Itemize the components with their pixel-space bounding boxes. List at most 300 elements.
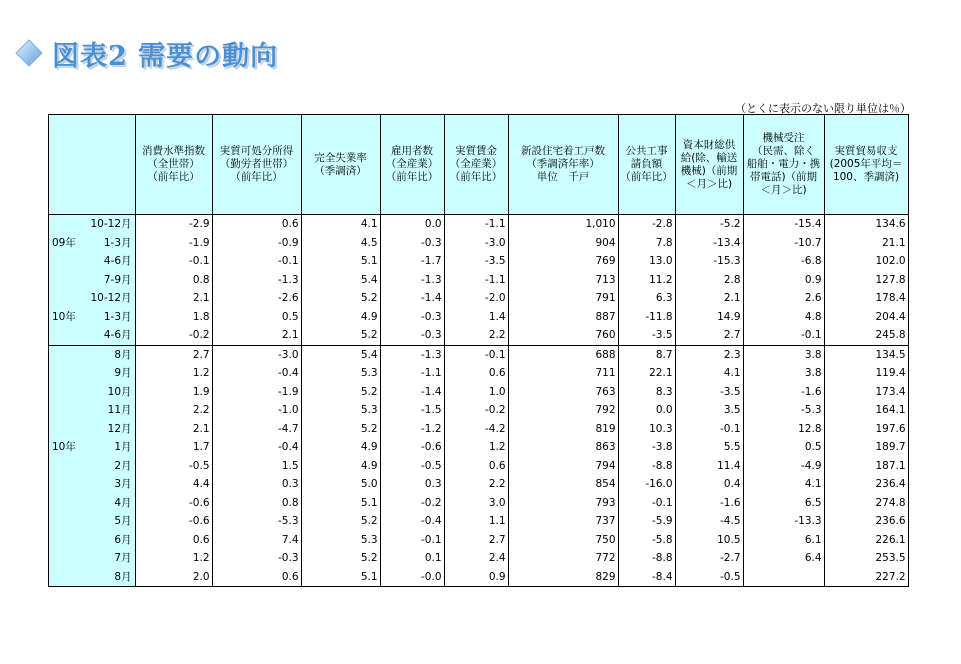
table-cell: 3.0	[444, 494, 508, 513]
table-cell: -0.1	[444, 345, 508, 364]
table-cell: 887	[508, 308, 618, 327]
table-cell: -1.1	[444, 215, 508, 234]
table-cell: 1.7	[135, 438, 212, 457]
row-period-label: 8月	[89, 345, 136, 364]
row-year-label	[49, 457, 89, 476]
table-cell: -1.4	[380, 383, 444, 402]
table-cell: 791	[508, 289, 618, 308]
row-period-label: 4-6月	[89, 252, 136, 271]
table-cell: 854	[508, 475, 618, 494]
column-header-line: （全世帯）	[147, 158, 200, 170]
table-cell: 2.8	[675, 271, 743, 290]
table-cell: 4.1	[743, 475, 824, 494]
table-cell: 792	[508, 401, 618, 420]
row-period-label: 2月	[89, 457, 136, 476]
column-header	[380, 115, 444, 215]
column-header-line: (2005年平均＝	[829, 158, 903, 170]
table-cell: -4.9	[743, 457, 824, 476]
table-cell: -0.1	[675, 420, 743, 439]
table-cell: -1.1	[380, 364, 444, 383]
table-cell: 2.7	[135, 345, 212, 364]
table-cell: 7.8	[618, 234, 675, 253]
table-cell: 0.9	[444, 568, 508, 587]
page-title: 図表2 需要の動向	[52, 40, 279, 72]
table-cell: -0.5	[675, 568, 743, 587]
row-year-label: 10年	[49, 438, 89, 457]
column-header-line: 完全失業率	[314, 151, 367, 164]
table-cell: 6.1	[743, 531, 824, 550]
table-cell: 0.5	[743, 438, 824, 457]
table-cell: 8.7	[618, 345, 675, 364]
table-cell: -0.3	[380, 308, 444, 327]
table-cell: 1.4	[444, 308, 508, 327]
table-cell: -5.3	[743, 401, 824, 420]
table-cell: -0.6	[135, 494, 212, 513]
column-header-line: （季調済）	[314, 164, 367, 177]
column-header-line: 新設住宅着工戸数	[521, 145, 606, 157]
column-header-line: 雇用者数	[391, 145, 434, 157]
table-cell: -0.5	[380, 457, 444, 476]
table-cell: -1.3	[212, 271, 301, 290]
table-cell: -5.2	[675, 215, 743, 234]
row-year-label	[49, 549, 89, 568]
column-header-line: 給(除、輸送	[680, 151, 738, 164]
table-row	[49, 271, 909, 290]
column-header-line: （前年比）	[147, 171, 200, 183]
table-cell: 5.2	[301, 549, 380, 568]
table-cell: 3.8	[743, 364, 824, 383]
row-year-label	[49, 420, 89, 439]
table-cell: 5.3	[301, 401, 380, 420]
table-cell: 5.2	[301, 326, 380, 345]
table-cell: -1.9	[212, 383, 301, 402]
table-cell: 6.3	[618, 289, 675, 308]
table-row	[49, 215, 909, 234]
table-cell: 5.2	[301, 289, 380, 308]
table-cell: -4.2	[444, 420, 508, 439]
table-cell: -1.4	[380, 289, 444, 308]
table-cell: 274.8	[824, 494, 908, 513]
row-year-label	[49, 215, 89, 234]
table-cell: 226.1	[824, 531, 908, 550]
table-cell: -1.0	[212, 401, 301, 420]
table-cell: 713	[508, 271, 618, 290]
table-cell: -1.3	[380, 345, 444, 364]
table-cell: -0.1	[618, 494, 675, 513]
table-cell: 4.4	[135, 475, 212, 494]
table-cell: -0.2	[444, 401, 508, 420]
table-cell: 10.5	[675, 531, 743, 550]
table-cell: -1.2	[380, 420, 444, 439]
table-cell: 253.5	[824, 549, 908, 568]
table-cell: -0.3	[212, 549, 301, 568]
demand-table	[48, 114, 909, 587]
table-row	[49, 549, 909, 568]
table-cell: 7.4	[212, 531, 301, 550]
row-period-label: 8月	[89, 568, 136, 587]
table-cell: -3.5	[618, 326, 675, 345]
table-cell: -15.3	[675, 252, 743, 271]
table-cell: -16.0	[618, 475, 675, 494]
table-cell: 127.8	[824, 271, 908, 290]
row-period-label: 7月	[89, 549, 136, 568]
column-header-line: （前年比）	[620, 171, 673, 183]
table-cell: 4.9	[301, 308, 380, 327]
column-header-line: （民需、除く	[752, 145, 816, 157]
table-cell: -0.6	[380, 438, 444, 457]
table-cell: -0.1	[743, 326, 824, 345]
column-header-line: 消費水準指数	[142, 145, 206, 157]
table-cell: 819	[508, 420, 618, 439]
table-cell: 5.3	[301, 531, 380, 550]
table-cell: 0.8	[135, 271, 212, 290]
table-cell: 1.5	[212, 457, 301, 476]
table-row	[49, 531, 909, 550]
table-cell: -2.9	[135, 215, 212, 234]
table-cell: 0.6	[444, 457, 508, 476]
table-cell: 5.4	[301, 271, 380, 290]
column-header-line: 機械)（前期	[680, 164, 738, 177]
table-cell: 750	[508, 531, 618, 550]
column-header	[301, 115, 380, 215]
row-period-label: 6月	[89, 531, 136, 550]
row-year-label	[49, 568, 89, 587]
table-cell: 1.2	[135, 549, 212, 568]
row-period-label: 9月	[89, 364, 136, 383]
diamond-icon	[14, 38, 44, 68]
column-header-line: 請負額	[630, 158, 663, 170]
table-cell: 2.1	[212, 326, 301, 345]
table-cell: -3.5	[444, 252, 508, 271]
page-title-block	[14, 36, 278, 70]
table-cell: 0.1	[380, 549, 444, 568]
table-cell: 1.2	[444, 438, 508, 457]
table-cell: 2.2	[444, 326, 508, 345]
table-row	[49, 345, 909, 364]
row-year-label	[49, 401, 89, 420]
table-cell: 4.8	[743, 308, 824, 327]
table-cell: -0.2	[380, 494, 444, 513]
table-row	[49, 457, 909, 476]
table-cell: -8.8	[618, 549, 675, 568]
table-cell: 0.5	[212, 308, 301, 327]
table-row	[49, 326, 909, 345]
table-cell: 227.2	[824, 568, 908, 587]
table-cell: 22.1	[618, 364, 675, 383]
table-body	[49, 215, 909, 587]
table-cell: 4.1	[675, 364, 743, 383]
table-cell: -5.3	[212, 512, 301, 531]
table-cell: 769	[508, 252, 618, 271]
table-cell: 5.2	[301, 383, 380, 402]
row-year-label: 10年	[49, 308, 89, 327]
column-header-line: （季調済年率）	[526, 158, 600, 170]
table-cell: -1.9	[135, 234, 212, 253]
table-cell: -15.4	[743, 215, 824, 234]
row-period-label: 1月	[89, 438, 136, 457]
row-year-label	[49, 271, 89, 290]
table-cell: 0.8	[212, 494, 301, 513]
table-cell: 2.3	[675, 345, 743, 364]
row-period-label: 3月	[89, 475, 136, 494]
table-cell: 187.1	[824, 457, 908, 476]
column-header	[135, 115, 212, 215]
column-header	[508, 115, 618, 215]
table-cell: 1.1	[444, 512, 508, 531]
table-cell: 5.3	[301, 364, 380, 383]
row-period-label: 4-6月	[89, 326, 136, 345]
table-cell: 0.0	[380, 215, 444, 234]
table-row	[49, 289, 909, 308]
column-header-line: 公共工事	[625, 145, 668, 157]
table-cell: 5.2	[301, 420, 380, 439]
column-header	[212, 115, 301, 215]
table-cell: -13.3	[743, 512, 824, 531]
table-cell: 3.5	[675, 401, 743, 420]
table-cell: 5.1	[301, 568, 380, 587]
column-header-line: 機械受注	[762, 132, 805, 144]
table-cell: 4.5	[301, 234, 380, 253]
table-cell: 5.2	[301, 512, 380, 531]
table-row	[49, 364, 909, 383]
table-cell: 10.3	[618, 420, 675, 439]
table-cell: 12.8	[743, 420, 824, 439]
table-cell: 0.6	[444, 364, 508, 383]
column-header-line: （前年比）	[385, 171, 439, 183]
table-cell: 189.7	[824, 438, 908, 457]
row-year-label	[49, 531, 89, 550]
table-cell: 3.8	[743, 345, 824, 364]
table-cell: -5.9	[618, 512, 675, 531]
table-cell: 793	[508, 494, 618, 513]
table-cell: -1.6	[743, 383, 824, 402]
table-row	[49, 494, 909, 513]
table-cell: -0.2	[135, 326, 212, 345]
table-cell: 2.7	[444, 531, 508, 550]
table-cell: 8.3	[618, 383, 675, 402]
column-header-line: （前年比）	[449, 171, 503, 183]
table-cell: -0.1	[380, 531, 444, 550]
table-cell: 197.6	[824, 420, 908, 439]
row-period-label: 11月	[89, 401, 136, 420]
column-header	[743, 115, 824, 215]
table-cell: -1.7	[380, 252, 444, 271]
column-header-line: 実質賃金	[455, 145, 498, 157]
table-row	[49, 252, 909, 271]
table-cell: -2.7	[675, 549, 743, 568]
table-cell: -8.4	[618, 568, 675, 587]
table-cell: -11.8	[618, 308, 675, 327]
table-cell: 5.5	[675, 438, 743, 457]
table-cell: 11.2	[618, 271, 675, 290]
table-cell: 2.0	[135, 568, 212, 587]
table-cell: 1.8	[135, 308, 212, 327]
table-cell: 236.6	[824, 512, 908, 531]
table-cell: 772	[508, 549, 618, 568]
demand-table-container	[48, 114, 909, 587]
row-period-label: 12月	[89, 420, 136, 439]
table-cell: 4.9	[301, 457, 380, 476]
table-row	[49, 512, 909, 531]
row-period-label: 4月	[89, 494, 136, 513]
column-header	[824, 115, 908, 215]
column-header	[444, 115, 508, 215]
table-cell: 904	[508, 234, 618, 253]
table-cell: 6.4	[743, 549, 824, 568]
table-cell: -0.1	[212, 252, 301, 271]
header-corner	[49, 115, 136, 215]
table-row	[49, 420, 909, 439]
table-cell: 173.4	[824, 383, 908, 402]
row-year-label	[49, 364, 89, 383]
row-year-label: 09年	[49, 234, 89, 253]
table-row	[49, 438, 909, 457]
table-cell: -0.3	[380, 234, 444, 253]
header-row	[49, 115, 909, 215]
table-cell: 2.1	[675, 289, 743, 308]
table-cell: 2.6	[743, 289, 824, 308]
table-cell: 0.6	[212, 568, 301, 587]
row-period-label: 10-12月	[89, 289, 136, 308]
table-cell: 178.4	[824, 289, 908, 308]
row-year-label	[49, 252, 89, 271]
table-row	[49, 568, 909, 587]
column-header-line: （勤労者世帯）	[219, 158, 294, 170]
table-cell: 863	[508, 438, 618, 457]
table-cell: -3.0	[444, 234, 508, 253]
table-cell: 688	[508, 345, 618, 364]
table-cell: 794	[508, 457, 618, 476]
column-header-line: 船舶・電力・携	[746, 158, 821, 170]
table-cell: 1.2	[135, 364, 212, 383]
column-header-line: 実質貿易収支	[834, 145, 898, 157]
table-cell: -3.0	[212, 345, 301, 364]
table-cell: 1.9	[135, 383, 212, 402]
table-cell: -2.6	[212, 289, 301, 308]
table-cell: 204.4	[824, 308, 908, 327]
table-cell: 5.0	[301, 475, 380, 494]
column-header-line: 帯電話)（前期	[749, 171, 818, 183]
row-year-label	[49, 512, 89, 531]
table-cell: 102.0	[824, 252, 908, 271]
row-period-label: 10-12月	[89, 215, 136, 234]
table-cell: 14.9	[675, 308, 743, 327]
column-header-line: 単位 千戸	[536, 171, 590, 183]
row-year-label	[49, 475, 89, 494]
table-cell: -0.6	[135, 512, 212, 531]
table-cell: 2.2	[444, 475, 508, 494]
column-header	[618, 115, 675, 215]
table-cell: -1.5	[380, 401, 444, 420]
table-cell: 134.5	[824, 345, 908, 364]
table-cell: -3.8	[618, 438, 675, 457]
table-cell: 5.1	[301, 252, 380, 271]
table-cell: 2.1	[135, 420, 212, 439]
row-year-label	[49, 494, 89, 513]
row-period-label: 5月	[89, 512, 136, 531]
column-header-line: 資本財総供	[682, 138, 736, 151]
table-cell: 4.9	[301, 438, 380, 457]
table-cell: -0.0	[380, 568, 444, 587]
table-cell: -6.8	[743, 252, 824, 271]
table-cell: 1,010	[508, 215, 618, 234]
table-cell: -13.4	[675, 234, 743, 253]
unit-note: （とくに表示のない限り単位は％）	[735, 102, 911, 115]
table-cell: 5.4	[301, 345, 380, 364]
row-period-label: 7-9月	[89, 271, 136, 290]
table-cell: 164.1	[824, 401, 908, 420]
column-header-line: 実質可処分所得	[219, 145, 294, 157]
table-cell: -0.3	[380, 326, 444, 345]
table-cell: 11.4	[675, 457, 743, 476]
row-period-label: 1-3月	[89, 308, 136, 327]
table-cell: 0.4	[675, 475, 743, 494]
row-year-label	[49, 383, 89, 402]
table-cell: -0.4	[380, 512, 444, 531]
table-cell: 236.4	[824, 475, 908, 494]
table-cell: 2.2	[135, 401, 212, 420]
table-cell: -1.1	[444, 271, 508, 290]
column-header-line: ＜月＞比)	[760, 184, 807, 196]
column-header-line: 100、季調済)	[832, 171, 900, 183]
table-cell: 119.4	[824, 364, 908, 383]
table-cell: -0.5	[135, 457, 212, 476]
table-cell: 829	[508, 568, 618, 587]
table-cell	[743, 568, 824, 587]
table-cell: 1.0	[444, 383, 508, 402]
table-row	[49, 308, 909, 327]
column-header-line: （前年比）	[230, 171, 283, 183]
row-year-label	[49, 345, 89, 364]
table-cell: 0.0	[618, 401, 675, 420]
table-cell: 134.6	[824, 215, 908, 234]
row-year-label	[49, 326, 89, 345]
table-cell: 245.8	[824, 326, 908, 345]
table-cell: 737	[508, 512, 618, 531]
table-cell: 0.9	[743, 271, 824, 290]
table-cell: -5.8	[618, 531, 675, 550]
row-period-label: 1-3月	[89, 234, 136, 253]
row-year-label	[49, 289, 89, 308]
table-cell: 5.1	[301, 494, 380, 513]
column-header-line: （全産業）	[449, 158, 503, 170]
table-cell: 760	[508, 326, 618, 345]
table-cell: 13.0	[618, 252, 675, 271]
table-cell: 0.3	[212, 475, 301, 494]
table-cell: -2.0	[444, 289, 508, 308]
row-period-label: 10月	[89, 383, 136, 402]
table-cell: -3.5	[675, 383, 743, 402]
table-cell: 2.4	[444, 549, 508, 568]
table-row	[49, 401, 909, 420]
table-cell: -0.1	[135, 252, 212, 271]
table-cell: 4.1	[301, 215, 380, 234]
table-cell: 6.5	[743, 494, 824, 513]
table-cell: -0.4	[212, 438, 301, 457]
table-cell: -1.3	[380, 271, 444, 290]
table-cell: 2.1	[135, 289, 212, 308]
table-cell: 2.7	[675, 326, 743, 345]
column-header	[675, 115, 743, 215]
table-cell: -0.9	[212, 234, 301, 253]
table-row	[49, 234, 909, 253]
column-header-line: ＜月＞比)	[685, 177, 733, 190]
table-cell: -0.4	[212, 364, 301, 383]
table-cell: -2.8	[618, 215, 675, 234]
table-cell: -8.8	[618, 457, 675, 476]
table-cell: -4.7	[212, 420, 301, 439]
table-cell: -4.5	[675, 512, 743, 531]
